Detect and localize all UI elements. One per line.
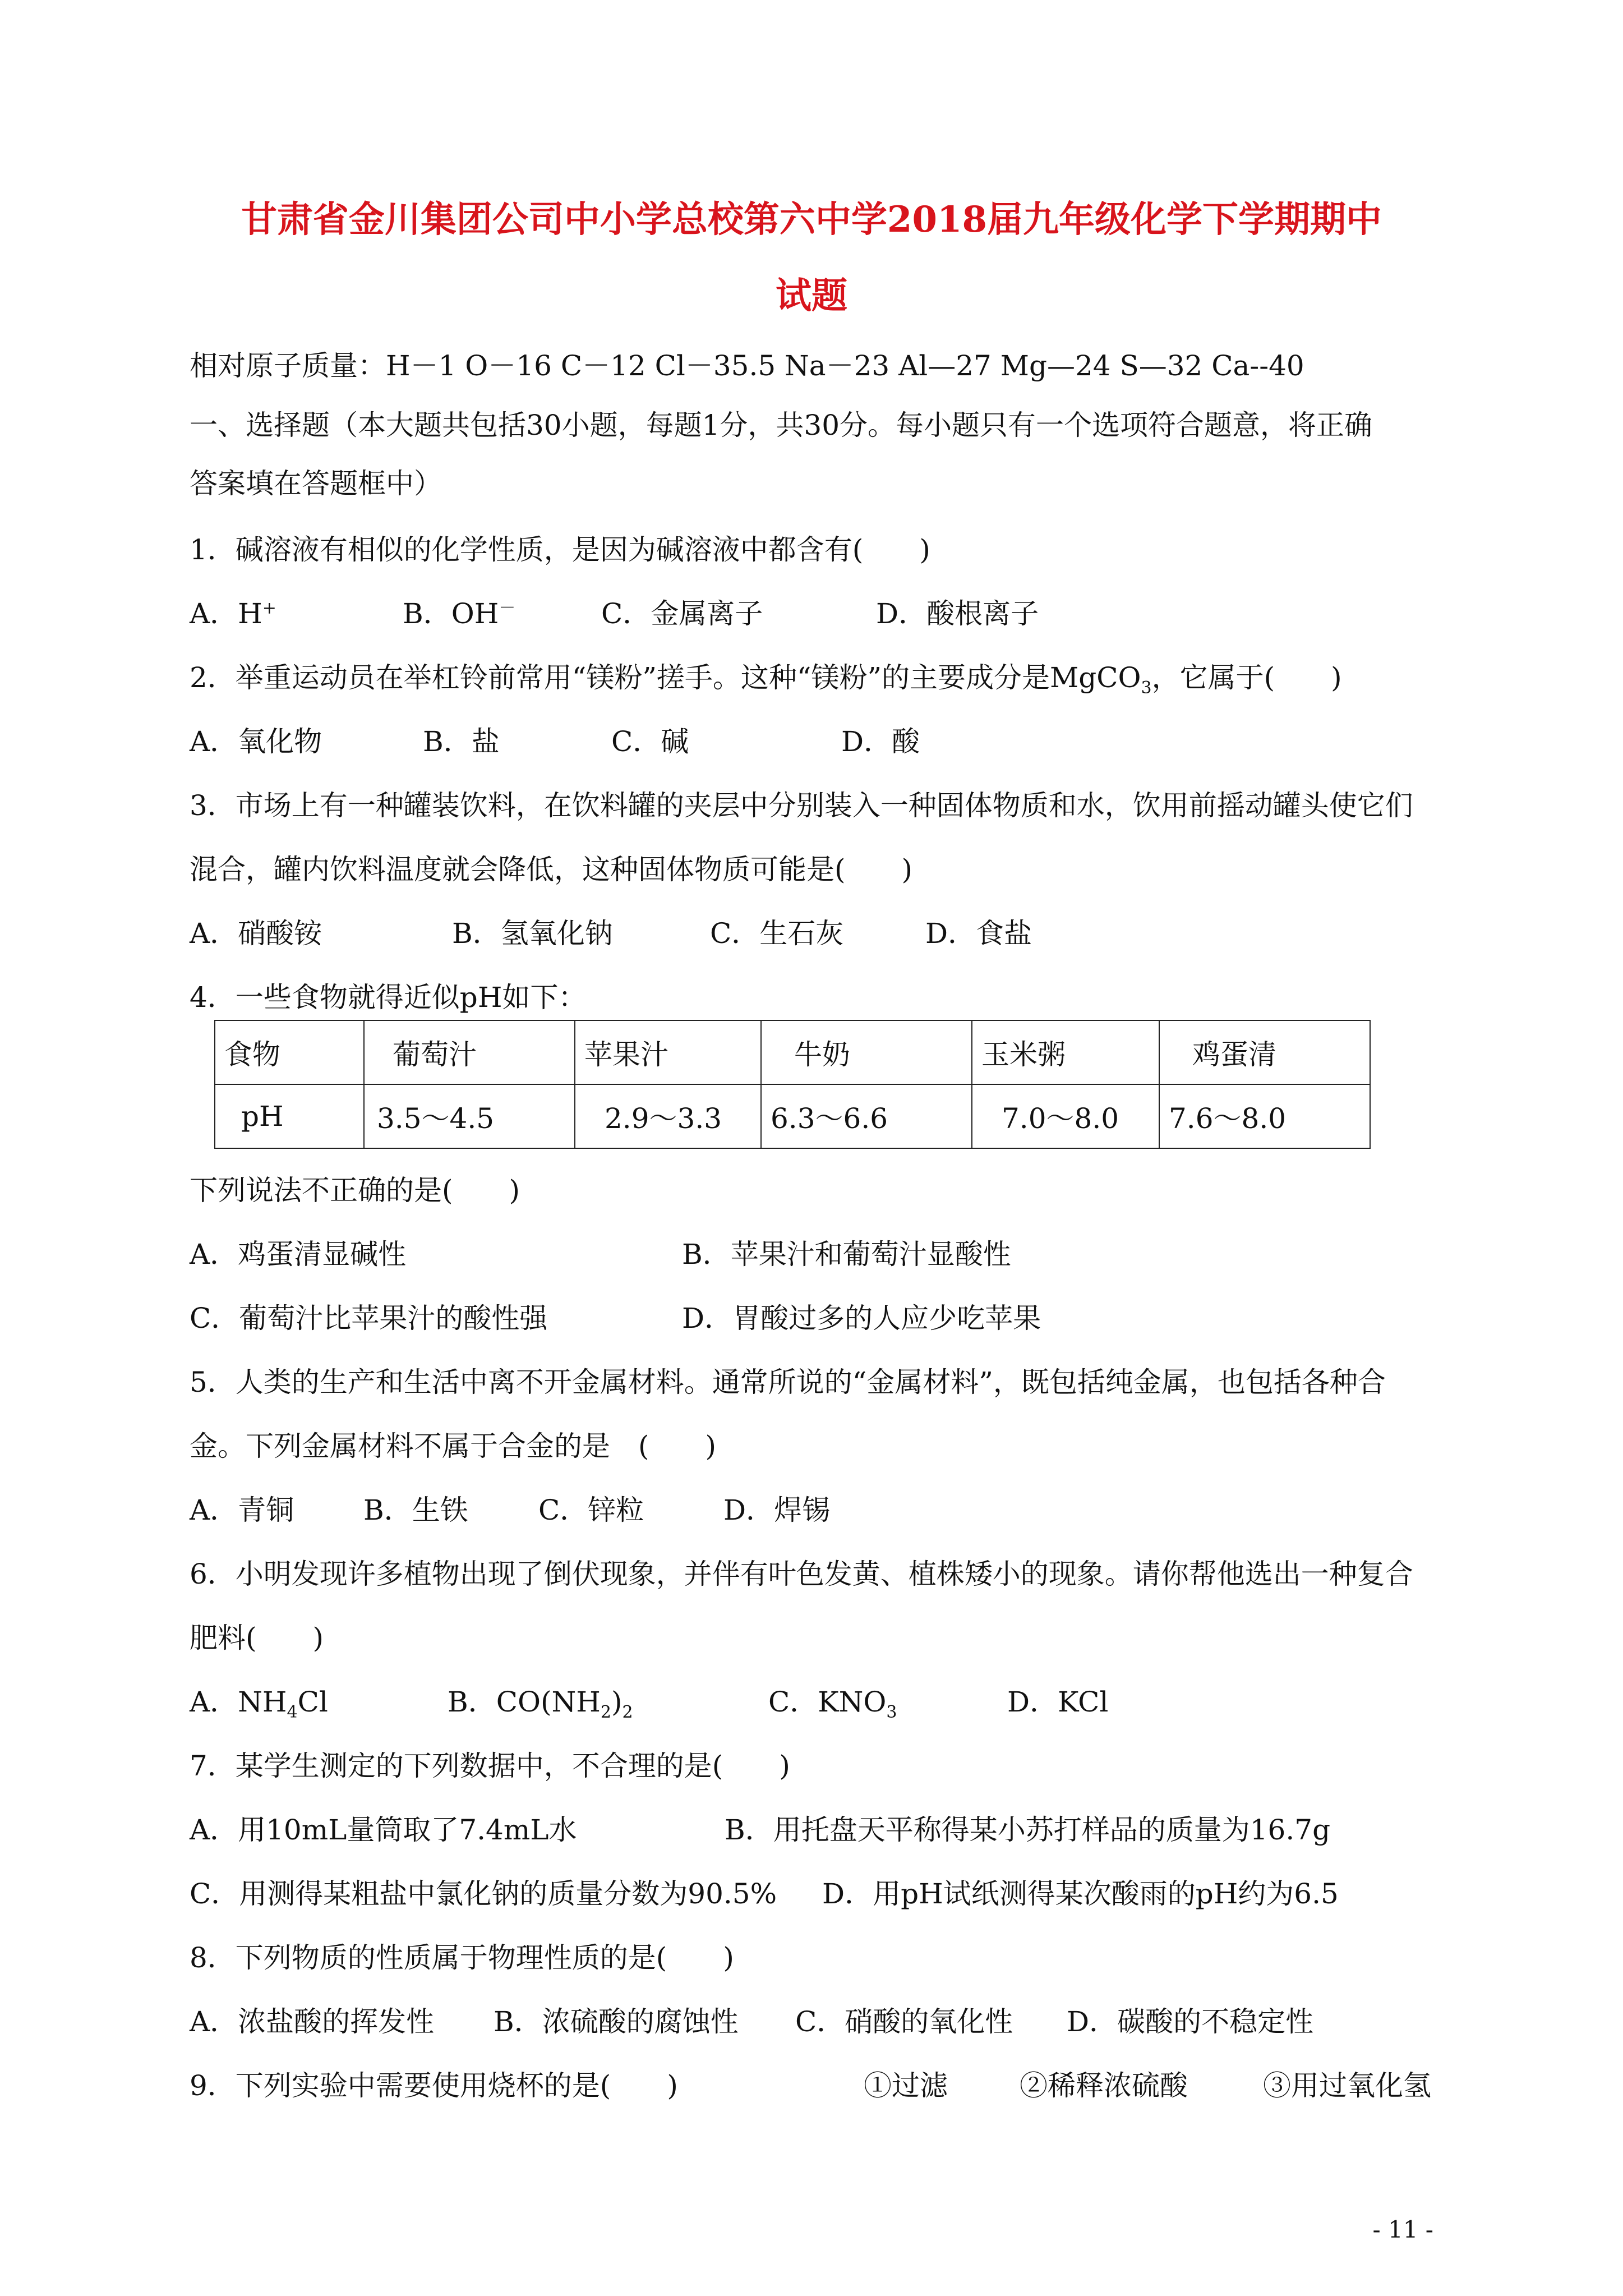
page-title: 甘肃省金川集团公司中小学总校第六中学2018届九年级化学下学期期中 [241,199,1382,241]
question-7-stem: 7．某学生测定的下列数据中，不合理的是( ) [190,1750,790,1782]
table-cell: 苹果汁 [575,1020,761,1084]
ph-table-header-row [215,1020,1370,1084]
question-3-stem: 3．市场上有一种罐装饮料，在饮料罐的夹层中分别装入一种固体物质和水，饮用前摇动罐头使它们 [190,789,1413,822]
table-cell: pH [215,1084,364,1148]
table-cell: 玉米粥 [972,1020,1159,1084]
table-cell: 食物 [215,1020,364,1084]
table-cell: 2.9～3.3 [575,1084,761,1148]
table-cell: 鸡蛋清 [1159,1020,1370,1084]
question-3-option-d: D．食盐 [925,917,1032,950]
question-2-option-b: B．盐 [423,725,500,758]
page-number: - 11 - [1372,2216,1433,2243]
question-6-option-b: B．$CO(NH_2)_2$ [448,1686,633,1722]
table-cell: 7.0～8.0 [972,1084,1159,1148]
table-cell: 葡萄汁 [364,1020,575,1084]
question-4-option-c: C．葡萄汁比苹果汁的酸性强 [190,1302,548,1335]
question-9-stem: 9．下列实验中需要使用烧杯的是( ) [190,2069,678,2102]
question-1-stem: 1．碱溶液有相似的化学性质，是因为碱溶液中都含有( ) [190,533,930,566]
question-6-stem: 6．小明发现许多植物出现了倒伏现象，并伴有叶色发黄、植株矮小的现象。请你帮他选出一种复合 [190,1558,1413,1590]
question-5-option-d: D．焊锡 [723,1494,831,1526]
question-8-option-c: C．硝酸的氧化性 [795,2005,1013,2038]
question-7-option-d: D．用pH试纸测得某次酸雨的pH约为6.5 [822,1878,1339,1910]
table-cell: 牛奶 [761,1020,972,1084]
question-8-stem: 8．下列物质的性质属于物理性质的是( ) [190,1941,734,1974]
question-1-option-d: D．酸根离子 [876,597,1039,630]
section-instructions-continued: 答案填在答题框中） [190,467,442,500]
question-3-option-a: A．硝酸铵 [190,917,322,950]
question-3-option-c: C．生石灰 [710,917,844,950]
ph-table-value-row [215,1084,1370,1148]
question-8-option-a: A．浓盐酸的挥发性 [190,2005,435,2038]
question-4-stem: 4．一些食物就得近似pH如下： [190,981,587,1014]
question-9-item-3: ③用过氧化氢 [1263,2069,1431,2102]
question-9-item-2: ②稀释浓硫酸 [1020,2069,1188,2102]
question-1-option-c: C．金属离子 [601,597,763,630]
table-cell: 7.6～8.0 [1159,1084,1370,1148]
ph-table [214,1020,1371,1149]
table-cell: 3.5～4.5 [364,1084,575,1148]
question-4-option-a: A．鸡蛋清显碱性 [190,1238,407,1271]
section-instructions: 一、选择题（本大题共包括30小题，每题1分，共30分。每小题只有一个选项符合题意，将正确 [190,409,1373,441]
question-2-stem: 2．举重运动员在举杠铃前常用“镁粉”搓手。这种“镁粉”的主要成分是MgCO$_3$，它属于( ) [190,661,1342,698]
atomic-mass-info: 相对原子质量：H－1 O－16 C－12 Cl－35.5 Na－23 Al—27 Mg—24 S—32 Ca--40 [190,349,1304,382]
question-4-question: 下列说法不正确的是( ) [190,1174,520,1207]
question-5-stem: 5．人类的生产和生活中离不开金属材料。通常所说的“金属材料”，既包括纯金属，也包括各种合 [190,1366,1386,1398]
question-2-option-d: D．酸 [841,725,920,758]
question-5-option-c: C．锌粒 [538,1494,644,1526]
question-7-option-b: B．用托盘天平称得某小苏打样品的质量为16.7g [725,1814,1331,1846]
question-9-item-1: ①过滤 [864,2069,948,2102]
question-5-stem-continued: 金。下列金属材料不属于合金的是 ( ) [190,1430,717,1462]
page-title-continued: 试题 [776,275,847,317]
question-4-option-b: B．苹果汁和葡萄汁显酸性 [682,1238,1011,1271]
question-6-stem-continued: 肥料( ) [190,1622,324,1654]
question-1-option-a: A．H+ [190,597,276,630]
question-2-option-a: A．氧化物 [190,725,322,758]
question-1-option-b: B．OH－ [403,597,516,630]
question-4-option-d: D．胃酸过多的人应少吃苹果 [682,1302,1041,1335]
question-6-option-c: C．$KNO_3$ [768,1686,897,1722]
question-3-option-b: B．氢氧化钠 [452,917,613,950]
table-cell: 6.3～6.6 [761,1084,972,1148]
question-5-option-b: B．生铁 [363,1494,468,1526]
question-2-option-c: C．碱 [611,725,689,758]
question-8-option-b: B．浓硫酸的腐蚀性 [494,2005,739,2038]
question-6-option-d: D．KCl [1007,1686,1109,1718]
question-7-option-a: A．用10mL量筒取了7.4mL水 [190,1814,577,1846]
question-8-option-d: D．碳酸的不稳定性 [1067,2005,1314,2038]
question-7-option-c: C．用测得某粗盐中氯化钠的质量分数为90.5% [190,1878,777,1910]
question-6-option-a: A．$NH_4Cl$ [190,1686,328,1722]
question-5-option-a: A．青铜 [190,1494,294,1526]
question-3-stem-continued: 混合，罐内饮料温度就会降低，这种固体物质可能是( ) [190,853,913,886]
